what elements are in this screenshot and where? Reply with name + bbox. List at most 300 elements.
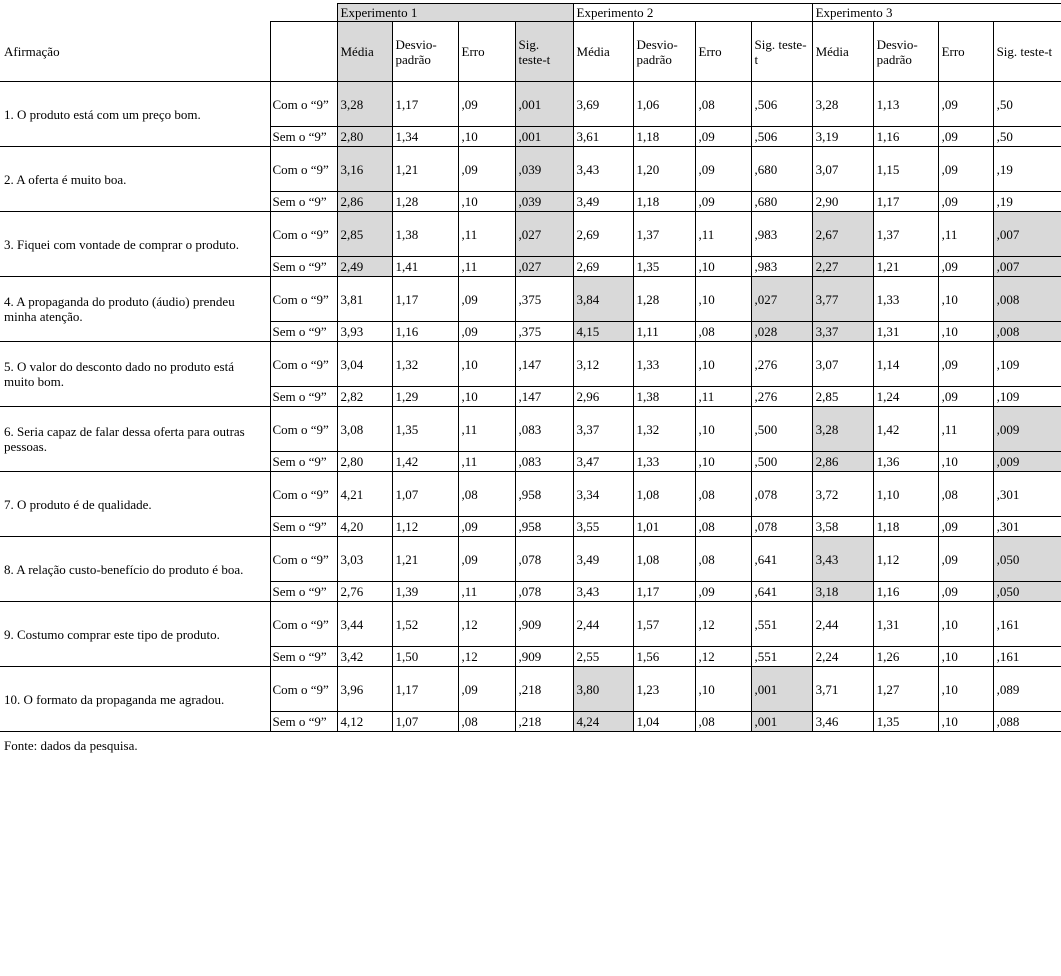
value-cell: 3,46: [812, 712, 873, 732]
value-cell: 3,16: [337, 147, 392, 192]
value-cell: ,551: [751, 602, 812, 647]
value-cell: 4,20: [337, 517, 392, 537]
condition-cell: Com o “9”: [270, 472, 337, 517]
spacer-cell: [0, 4, 270, 22]
value-cell: 3,28: [812, 82, 873, 127]
value-cell: 3,58: [812, 517, 873, 537]
value-cell: ,009: [993, 407, 1061, 452]
statement-cell: 10. O formato da propaganda me agradou.: [0, 667, 270, 732]
value-cell: 1,28: [392, 192, 458, 212]
value-cell: ,218: [515, 667, 573, 712]
value-cell: 3,34: [573, 472, 633, 517]
value-cell: ,09: [695, 147, 751, 192]
value-cell: ,983: [751, 257, 812, 277]
value-cell: 1,21: [392, 537, 458, 582]
value-cell: ,641: [751, 582, 812, 602]
value-cell: 4,21: [337, 472, 392, 517]
value-cell: ,09: [458, 537, 515, 582]
value-cell: 3,69: [573, 82, 633, 127]
value-cell: 1,04: [633, 712, 695, 732]
metric-header-row: [0, 22, 1061, 82]
value-cell: ,078: [751, 472, 812, 517]
value-cell: 1,31: [873, 322, 938, 342]
value-cell: 1,15: [873, 147, 938, 192]
value-cell: 1,35: [633, 257, 695, 277]
value-cell: ,500: [751, 407, 812, 452]
value-cell: ,028: [751, 322, 812, 342]
value-cell: 1,13: [873, 82, 938, 127]
value-cell: 3,47: [573, 452, 633, 472]
statement-cell: 4. A propaganda do produto (áudio) prendeu minha atenção.: [0, 277, 270, 342]
table-row: [0, 82, 1061, 127]
metric-header-exp3-desvio: Desvio-padrão: [873, 22, 938, 82]
value-cell: ,09: [938, 387, 993, 407]
table-row: [0, 407, 1061, 452]
value-cell: 1,01: [633, 517, 695, 537]
value-cell: ,09: [695, 192, 751, 212]
metric-header-exp2-erro: Erro: [695, 22, 751, 82]
statement-cell: 5. O valor do desconto dado no produto está muito bom.: [0, 342, 270, 407]
value-cell: ,078: [751, 517, 812, 537]
value-cell: ,078: [515, 582, 573, 602]
value-cell: 3,44: [337, 602, 392, 647]
condition-cell: Com o “9”: [270, 537, 337, 582]
value-cell: ,09: [938, 537, 993, 582]
value-cell: 1,26: [873, 647, 938, 667]
value-cell: 3,19: [812, 127, 873, 147]
value-cell: 3,37: [812, 322, 873, 342]
value-cell: ,551: [751, 647, 812, 667]
value-cell: ,08: [695, 712, 751, 732]
value-cell: ,10: [695, 277, 751, 322]
value-cell: ,11: [938, 212, 993, 257]
value-cell: 1,21: [873, 257, 938, 277]
value-cell: ,083: [515, 452, 573, 472]
value-cell: ,983: [751, 212, 812, 257]
value-cell: 1,50: [392, 647, 458, 667]
table-row: [0, 602, 1061, 647]
value-cell: 2,27: [812, 257, 873, 277]
value-cell: 1,21: [392, 147, 458, 192]
condition-cell: Sem o “9”: [270, 582, 337, 602]
value-cell: 3,77: [812, 277, 873, 322]
value-cell: ,08: [695, 322, 751, 342]
value-cell: ,001: [515, 82, 573, 127]
value-cell: 1,18: [633, 192, 695, 212]
value-cell: ,909: [515, 647, 573, 667]
spacer-cell: [270, 4, 337, 22]
condition-cell: Sem o “9”: [270, 647, 337, 667]
value-cell: 3,80: [573, 667, 633, 712]
condition-cell: Com o “9”: [270, 147, 337, 192]
value-cell: 1,42: [873, 407, 938, 452]
experiment-2-header: Experimento 2: [573, 4, 812, 22]
value-cell: ,027: [515, 212, 573, 257]
value-cell: ,10: [938, 322, 993, 342]
experiment-3-header: Experimento 3: [812, 4, 1061, 22]
value-cell: ,001: [515, 127, 573, 147]
value-cell: 3,55: [573, 517, 633, 537]
value-cell: ,301: [993, 472, 1061, 517]
condition-cell: Sem o “9”: [270, 387, 337, 407]
metric-header-exp2-media: Média: [573, 22, 633, 82]
statement-cell: 1. O produto está com um preço bom.: [0, 82, 270, 147]
value-cell: 2,44: [812, 602, 873, 647]
value-cell: ,007: [993, 257, 1061, 277]
value-cell: 2,69: [573, 257, 633, 277]
value-cell: 3,07: [812, 342, 873, 387]
value-cell: 1,14: [873, 342, 938, 387]
value-cell: ,10: [938, 602, 993, 647]
value-cell: 2,76: [337, 582, 392, 602]
value-cell: 1,08: [633, 472, 695, 517]
value-cell: 2,49: [337, 257, 392, 277]
value-cell: 2,85: [812, 387, 873, 407]
value-cell: 1,38: [392, 212, 458, 257]
value-cell: 3,08: [337, 407, 392, 452]
value-cell: 1,38: [633, 387, 695, 407]
value-cell: ,10: [458, 342, 515, 387]
value-cell: 1,18: [873, 517, 938, 537]
metric-header-exp2-desvio: Desvio-padrão: [633, 22, 695, 82]
value-cell: 3,43: [573, 582, 633, 602]
value-cell: ,375: [515, 322, 573, 342]
value-cell: 2,24: [812, 647, 873, 667]
value-cell: ,11: [458, 257, 515, 277]
value-cell: ,08: [458, 712, 515, 732]
value-cell: ,161: [993, 647, 1061, 667]
value-cell: 3,61: [573, 127, 633, 147]
value-cell: 1,37: [633, 212, 695, 257]
condition-cell: Sem o “9”: [270, 192, 337, 212]
value-cell: ,276: [751, 387, 812, 407]
value-cell: 3,49: [573, 192, 633, 212]
value-cell: 1,57: [633, 602, 695, 647]
value-cell: ,027: [515, 257, 573, 277]
value-cell: 4,24: [573, 712, 633, 732]
value-cell: 1,32: [392, 342, 458, 387]
value-cell: ,10: [695, 667, 751, 712]
metric-header-exp1-sig: Sig. teste-t: [515, 22, 573, 82]
value-cell: 1,42: [392, 452, 458, 472]
value-cell: ,09: [938, 582, 993, 602]
value-cell: ,11: [458, 582, 515, 602]
value-cell: 1,17: [392, 667, 458, 712]
value-cell: ,10: [458, 127, 515, 147]
value-cell: ,050: [993, 537, 1061, 582]
value-cell: ,10: [458, 192, 515, 212]
value-cell: 3,71: [812, 667, 873, 712]
value-cell: ,641: [751, 537, 812, 582]
value-cell: ,027: [751, 277, 812, 322]
condition-column-header: [270, 22, 337, 82]
value-cell: 1,20: [633, 147, 695, 192]
value-cell: 1,27: [873, 667, 938, 712]
value-cell: 1,29: [392, 387, 458, 407]
condition-cell: Sem o “9”: [270, 257, 337, 277]
value-cell: ,039: [515, 192, 573, 212]
value-cell: ,10: [938, 712, 993, 732]
value-cell: 2,90: [812, 192, 873, 212]
value-cell: ,078: [515, 537, 573, 582]
value-cell: 2,96: [573, 387, 633, 407]
value-cell: 2,55: [573, 647, 633, 667]
value-cell: 1,33: [873, 277, 938, 322]
value-cell: 3,42: [337, 647, 392, 667]
value-cell: ,375: [515, 277, 573, 322]
value-cell: ,12: [695, 602, 751, 647]
value-cell: ,09: [458, 322, 515, 342]
value-cell: 1,11: [633, 322, 695, 342]
value-cell: 3,28: [337, 82, 392, 127]
value-cell: 2,80: [337, 452, 392, 472]
condition-cell: Sem o “9”: [270, 452, 337, 472]
value-cell: ,10: [695, 407, 751, 452]
value-cell: ,08: [695, 537, 751, 582]
condition-cell: Sem o “9”: [270, 712, 337, 732]
value-cell: ,10: [938, 647, 993, 667]
value-cell: 1,08: [633, 537, 695, 582]
value-cell: ,09: [938, 147, 993, 192]
value-cell: ,11: [458, 452, 515, 472]
value-cell: ,009: [993, 452, 1061, 472]
value-cell: ,909: [515, 602, 573, 647]
value-cell: ,147: [515, 342, 573, 387]
value-cell: ,11: [695, 387, 751, 407]
statement-cell: 9. Costumo comprar este tipo de produto.: [0, 602, 270, 667]
value-cell: ,19: [993, 147, 1061, 192]
value-cell: ,09: [458, 82, 515, 127]
value-cell: 3,03: [337, 537, 392, 582]
value-cell: 3,04: [337, 342, 392, 387]
value-cell: 3,81: [337, 277, 392, 322]
condition-cell: Sem o “9”: [270, 322, 337, 342]
value-cell: ,680: [751, 147, 812, 192]
value-cell: 1,17: [392, 277, 458, 322]
value-cell: 1,28: [633, 277, 695, 322]
value-cell: ,276: [751, 342, 812, 387]
value-cell: 4,15: [573, 322, 633, 342]
value-cell: 2,85: [337, 212, 392, 257]
value-cell: ,09: [938, 82, 993, 127]
value-cell: ,11: [938, 407, 993, 452]
table-row: [0, 277, 1061, 322]
value-cell: ,506: [751, 127, 812, 147]
experiments-statistics-table: [0, 3, 1061, 732]
source-note: Fonte: dados da pesquisa.: [4, 738, 138, 754]
value-cell: 2,80: [337, 127, 392, 147]
value-cell: 1,12: [873, 537, 938, 582]
afirmacao-column-header: Afirmação: [0, 22, 270, 82]
value-cell: 1,10: [873, 472, 938, 517]
value-cell: ,301: [993, 517, 1061, 537]
value-cell: ,109: [993, 387, 1061, 407]
value-cell: ,12: [458, 647, 515, 667]
value-cell: 1,31: [873, 602, 938, 647]
value-cell: 2,69: [573, 212, 633, 257]
condition-cell: Com o “9”: [270, 277, 337, 322]
value-cell: 1,24: [873, 387, 938, 407]
value-cell: ,008: [993, 277, 1061, 322]
value-cell: ,11: [458, 407, 515, 452]
value-cell: ,001: [751, 712, 812, 732]
statement-cell: 6. Seria capaz de falar dessa oferta para outras pessoas.: [0, 407, 270, 472]
condition-cell: Com o “9”: [270, 342, 337, 387]
value-cell: ,089: [993, 667, 1061, 712]
value-cell: 1,39: [392, 582, 458, 602]
value-cell: 2,67: [812, 212, 873, 257]
value-cell: ,08: [938, 472, 993, 517]
value-cell: 3,93: [337, 322, 392, 342]
value-cell: ,007: [993, 212, 1061, 257]
value-cell: 3,18: [812, 582, 873, 602]
value-cell: 1,17: [873, 192, 938, 212]
value-cell: ,109: [993, 342, 1061, 387]
value-cell: ,08: [695, 82, 751, 127]
condition-cell: Sem o “9”: [270, 127, 337, 147]
value-cell: 1,37: [873, 212, 938, 257]
metric-header-exp1-erro: Erro: [458, 22, 515, 82]
value-cell: ,09: [938, 257, 993, 277]
table-row: [0, 667, 1061, 712]
metric-header-exp1-desvio: Desvio-padrão: [392, 22, 458, 82]
value-cell: 2,44: [573, 602, 633, 647]
value-cell: ,50: [993, 82, 1061, 127]
value-cell: 3,96: [337, 667, 392, 712]
value-cell: 1,35: [392, 407, 458, 452]
value-cell: ,09: [938, 517, 993, 537]
value-cell: ,10: [938, 667, 993, 712]
condition-cell: Com o “9”: [270, 602, 337, 647]
metric-header-exp3-erro: Erro: [938, 22, 993, 82]
value-cell: 1,33: [633, 452, 695, 472]
value-cell: ,10: [938, 452, 993, 472]
value-cell: ,19: [993, 192, 1061, 212]
condition-cell: Sem o “9”: [270, 517, 337, 537]
value-cell: ,11: [458, 212, 515, 257]
value-cell: ,09: [695, 127, 751, 147]
value-cell: ,088: [993, 712, 1061, 732]
value-cell: ,08: [695, 472, 751, 517]
metric-header-exp3-sig: Sig. teste-t: [993, 22, 1061, 82]
value-cell: 3,49: [573, 537, 633, 582]
value-cell: 1,16: [392, 322, 458, 342]
table-row: [0, 537, 1061, 582]
value-cell: ,09: [938, 127, 993, 147]
metric-header-exp3-media: Média: [812, 22, 873, 82]
value-cell: ,10: [695, 257, 751, 277]
value-cell: 1,23: [633, 667, 695, 712]
value-cell: 2,82: [337, 387, 392, 407]
table-row: [0, 342, 1061, 387]
value-cell: ,958: [515, 517, 573, 537]
value-cell: ,11: [695, 212, 751, 257]
value-cell: 1,52: [392, 602, 458, 647]
value-cell: ,008: [993, 322, 1061, 342]
value-cell: 1,56: [633, 647, 695, 667]
value-cell: 1,41: [392, 257, 458, 277]
value-cell: ,08: [695, 517, 751, 537]
value-cell: 3,37: [573, 407, 633, 452]
value-cell: ,12: [458, 602, 515, 647]
experiment-header-row: [0, 4, 1061, 22]
value-cell: 1,32: [633, 407, 695, 452]
value-cell: ,50: [993, 127, 1061, 147]
value-cell: 1,34: [392, 127, 458, 147]
value-cell: 3,72: [812, 472, 873, 517]
value-cell: ,958: [515, 472, 573, 517]
value-cell: ,039: [515, 147, 573, 192]
experiment-1-header: Experimento 1: [337, 4, 573, 22]
value-cell: ,09: [938, 342, 993, 387]
value-cell: ,10: [695, 342, 751, 387]
value-cell: ,09: [458, 277, 515, 322]
value-cell: 3,43: [812, 537, 873, 582]
value-cell: ,500: [751, 452, 812, 472]
value-cell: ,09: [938, 192, 993, 212]
value-cell: ,09: [458, 147, 515, 192]
value-cell: ,09: [458, 517, 515, 537]
value-cell: 1,16: [873, 582, 938, 602]
value-cell: 3,28: [812, 407, 873, 452]
value-cell: 1,35: [873, 712, 938, 732]
condition-cell: Com o “9”: [270, 667, 337, 712]
value-cell: ,147: [515, 387, 573, 407]
value-cell: 1,18: [633, 127, 695, 147]
condition-cell: Com o “9”: [270, 212, 337, 257]
value-cell: 1,07: [392, 712, 458, 732]
value-cell: 1,12: [392, 517, 458, 537]
value-cell: 3,43: [573, 147, 633, 192]
condition-cell: Com o “9”: [270, 407, 337, 452]
value-cell: ,09: [458, 667, 515, 712]
value-cell: ,10: [938, 277, 993, 322]
value-cell: 1,16: [873, 127, 938, 147]
value-cell: ,09: [695, 582, 751, 602]
value-cell: ,10: [695, 452, 751, 472]
value-cell: ,001: [751, 667, 812, 712]
value-cell: 3,84: [573, 277, 633, 322]
value-cell: 1,06: [633, 82, 695, 127]
value-cell: ,680: [751, 192, 812, 212]
statement-cell: 2. A oferta é muito boa.: [0, 147, 270, 212]
condition-cell: Com o “9”: [270, 82, 337, 127]
value-cell: ,083: [515, 407, 573, 452]
statement-cell: 7. O produto é de qualidade.: [0, 472, 270, 537]
value-cell: 2,86: [337, 192, 392, 212]
table-row: [0, 472, 1061, 517]
value-cell: 1,17: [633, 582, 695, 602]
value-cell: ,12: [695, 647, 751, 667]
table-row: [0, 147, 1061, 192]
statement-cell: 3. Fiquei com vontade de comprar o produto.: [0, 212, 270, 277]
value-cell: 1,36: [873, 452, 938, 472]
value-cell: 4,12: [337, 712, 392, 732]
metric-header-exp1-media: Média: [337, 22, 392, 82]
value-cell: ,050: [993, 582, 1061, 602]
value-cell: 3,12: [573, 342, 633, 387]
value-cell: 1,33: [633, 342, 695, 387]
table-row: [0, 212, 1061, 257]
value-cell: 3,07: [812, 147, 873, 192]
statement-cell: 8. A relação custo-benefício do produto é boa.: [0, 537, 270, 602]
value-cell: ,10: [458, 387, 515, 407]
value-cell: 1,07: [392, 472, 458, 517]
value-cell: 1,17: [392, 82, 458, 127]
value-cell: ,161: [993, 602, 1061, 647]
value-cell: 2,86: [812, 452, 873, 472]
metric-header-exp2-sig: Sig. teste-t: [751, 22, 812, 82]
